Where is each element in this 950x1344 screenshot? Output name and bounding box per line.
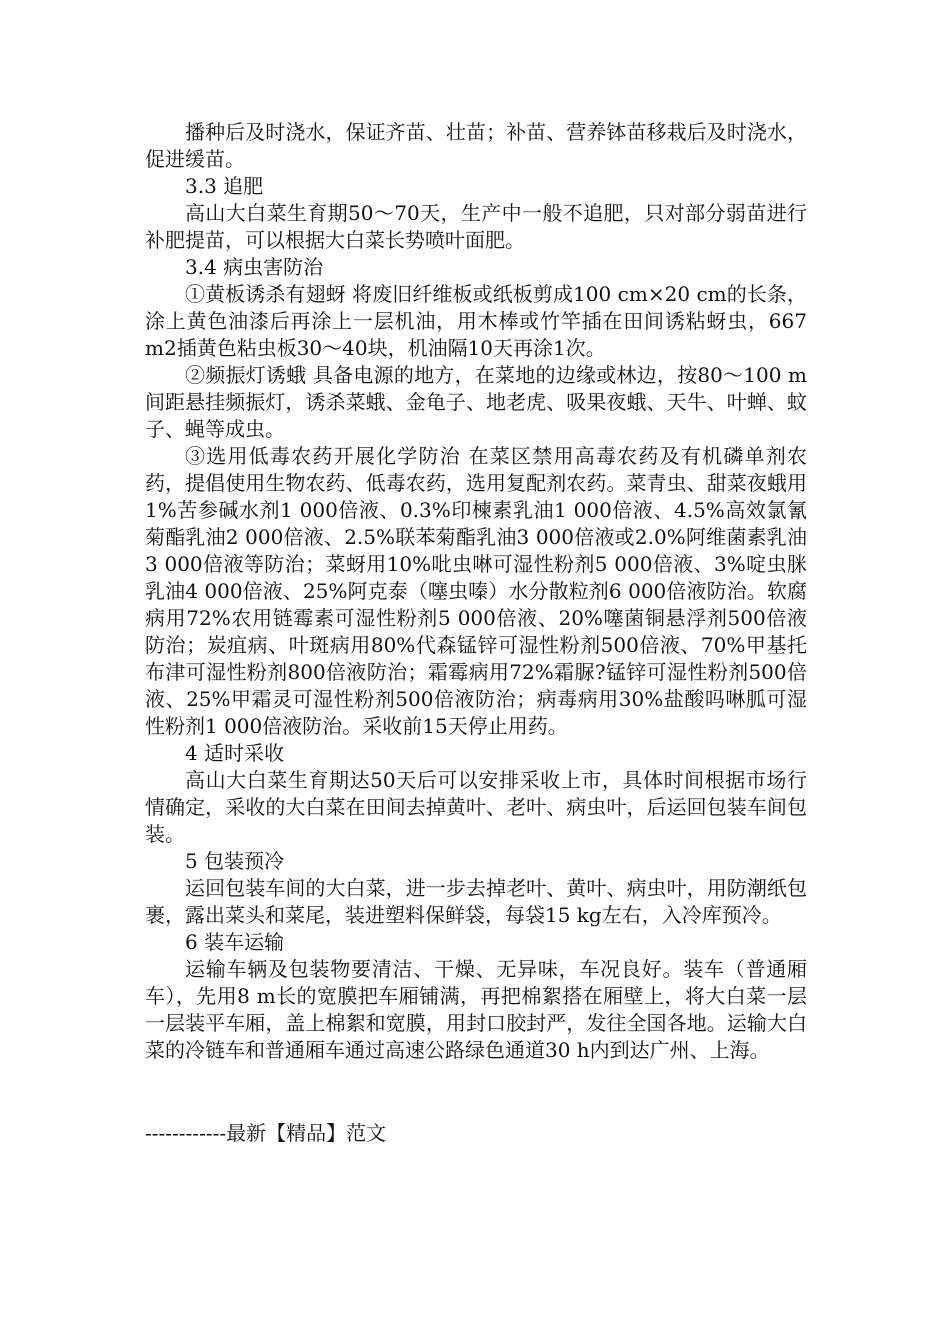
paragraph-yellow-board: ①黄板诱杀有翅蚜 将废旧纤维板或纸板剪成100 cm×20 cm的长条，涂上黄色油漆后再涂上一层机油，用木棒或竹竿插在田间诱粘蚜虫，667 m2插黄色粘虫板30～40块，机油隔10天再涂1次。 bbox=[145, 282, 807, 360]
paragraph-chemical-control: ③选用低毒农药开展化学防治 在菜区禁用高毒农药及有机磷单剂农药，提倡使用生物农药、低毒农药，选用复配剂农药。菜青虫、甜菜夜蛾用1%苦参碱水剂1 000倍液、0.3%印楝素乳油1 000倍液、4.5%高效氯氰菊酯乳油2 000倍液、2.5%联苯菊酯乳油3 000倍液或2.0%阿维菌素乳油3 000倍液等防治；菜蚜用10%吡虫啉可湿性粉剂5 000倍液、3%啶虫脒乳油4 000倍液、25%阿克泰（噻虫嗪）水分散粒剂6 000倍液防治。软腐病用72%农用链霉素可湿性粉剂5 000倍液、20%噻菌铜悬浮剂500倍液防治；炭疽病、叶斑病用80%代森锰锌可湿性粉剂500倍液、70%甲基托布津可湿性粉剂800倍液防治；霜霉病用72%霜脲?锰锌可湿性粉剂500倍液、25%甲霜灵可湿性粉剂500倍液防治；病毒病用30%盐酸吗啉胍可湿性粉剂1 000倍液防治。采收前15天停止用药。 bbox=[145, 444, 807, 738]
paragraph-light-trap: ②频振灯诱蛾 具备电源的地方，在菜地的边缘或林边，按80～100 m间距悬挂频振灯，诱杀菜蛾、金龟子、地老虎、吸果夜蛾、天牛、叶蝉、蚊子、蝇等成虫。 bbox=[145, 363, 807, 441]
footer-label: ------------最新【精品】范文 bbox=[145, 1121, 387, 1145]
paragraph-watering: 播种后及时浇水，保证齐苗、壮苗；补苗、营养钵苗移栽后及时浇水，促进缓苗。 bbox=[145, 120, 807, 171]
heading-packaging: 5 包装预冷 bbox=[185, 849, 285, 873]
paragraph-fertilizing: 高山大白菜生育期50～70天，生产中一般不追肥，只对部分弱苗进行补肥提苗，可以根据大白菜长势喷叶面肥。 bbox=[145, 201, 807, 252]
document-body bbox=[145, 119, 807, 1064]
heading-transport: 6 装车运输 bbox=[185, 930, 285, 954]
heading-pest-control: 3.4 病虫害防治 bbox=[185, 255, 324, 279]
paragraph-transport: 运输车辆及包装物要清洁、干燥、无异味，车况良好。装车（普通厢车），先用8 m长的宽膜把车厢铺满，再把棉絮搭在厢壁上，将大白菜一层一层装平车厢，盖上棉絮和宽膜，用封口胶封严，发往全国各地。运输大白菜的冷链车和普通厢车通过高速公路绿色通道30 h内到达广州、上海。 bbox=[145, 957, 807, 1062]
heading-fertilizing: 3.3 追肥 bbox=[185, 174, 264, 198]
paragraph-packaging: 运回包装车间的大白菜，进一步去掉老叶、黄叶、病虫叶，用防潮纸包裹，露出菜头和菜尾，装进塑料保鲜袋，每袋15 kg左右，入冷库预冷。 bbox=[145, 876, 807, 927]
heading-harvest: 4 适时采收 bbox=[185, 741, 285, 765]
paragraph-harvest: 高山大白菜生育期达50天后可以安排采收上市，具体时间根据市场行情确定，采收的大白菜在田间去掉黄叶、老叶、病虫叶，后运回包装车间包装。 bbox=[145, 768, 807, 846]
